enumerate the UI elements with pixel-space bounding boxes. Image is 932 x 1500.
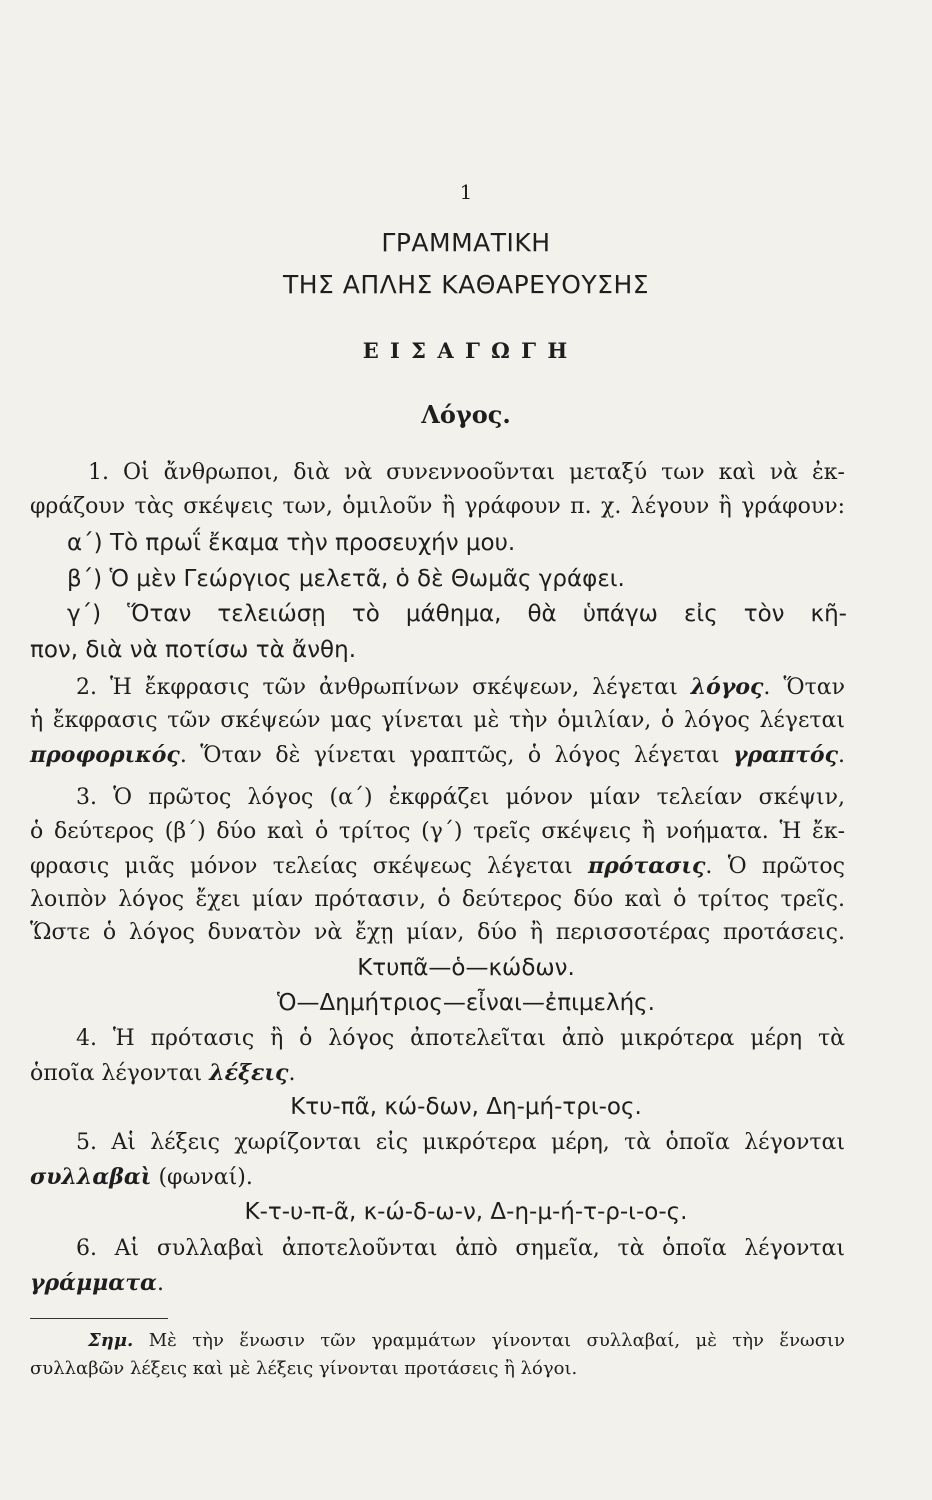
footnote-rule	[30, 1318, 168, 1319]
term-graptos: γραπτός	[732, 742, 838, 768]
example-b: β΄) Ὁ μὲν Γεώργιος μελετᾶ, ὁ δὲ Θωμᾶς γράφει.	[67, 566, 625, 592]
p4-line-2: ὁποῖα λέγονται λέξεις.	[30, 1060, 296, 1086]
example-sentence-2: Ὁ—Δημήτριος—εἶναι—ἐπιμελής.	[277, 990, 655, 1016]
example-c-line-1: γ΄) Ὅταν τελειώσῃ τὸ μάθημα, θὰ ὑπάγω εἰς τὸν κῆ-	[67, 601, 847, 627]
term-grammata: γράμματα	[30, 1270, 157, 1296]
term-syllabai: συλλαβαὶ	[30, 1164, 152, 1190]
example-c-line-2: πον, διὰ νὰ ποτίσω τὰ ἄνθη.	[30, 637, 357, 663]
p3-line-2: ὁ δεύτερος (β΄) δύο καὶ ὁ τρίτος (γ΄) τρεῖς σκέψεις ἢ νοήματα. Ἡ ἔκ-	[30, 819, 845, 844]
p1-line-1: 1. Οἱ ἄνθρωποι, διὰ νὰ συνεννοοῦνται μεταξύ των καὶ νὰ ἐκ-	[88, 460, 845, 485]
p2-line-3: προφορικός. Ὅταν δὲ γίνεται γραπτῶς, ὁ λόγος λέγεται γραπτός.	[30, 742, 845, 768]
term-proforikos: προφορικός	[30, 742, 180, 768]
title-line-1: ΓΡΑΜΜΑΤΙΚΗ	[381, 228, 551, 257]
section-heading: Ε Ι Σ Α Γ Ω Γ Η	[362, 338, 570, 363]
p3-line-3: φρασις μιᾶς μόνον τελείας σκέψεως λέγεται πρότασις. Ὁ πρῶτος	[30, 853, 845, 879]
p5-line-1: 5. Αἱ λέξεις χωρίζονται εἰς μικρότερα μέρη, τὰ ὁποῖα λέγονται	[76, 1130, 845, 1155]
example-sentence-1: Κτυπᾶ—ὁ—κώδων.	[357, 955, 575, 981]
p6-line-2: γράμματα.	[30, 1270, 164, 1296]
p4-line-1: 4. Ἡ πρότασις ἢ ὁ λόγος ἀποτελεῖται ἀπὸ μικρότερα μέρη τὰ	[76, 1026, 845, 1051]
p3-line-4: λοιπὸν λόγος ἔχει μίαν πρότασιν, ὁ δεύτερος δύο καὶ ὁ τρίτος τρεῖς.	[30, 887, 845, 912]
p3-line-1: 3. Ὁ πρῶτος λόγος (α΄) ἐκφράζει μόνον μίαν τελείαν σκέψιν,	[76, 785, 845, 810]
example-syllables: Κτυ-πᾶ, κώ-δων, Δη-μή-τρι-ος.	[290, 1094, 642, 1120]
term-protasis: πρότασις	[588, 853, 706, 879]
p3-line-5: Ὥστε ὁ λόγος δυνατὸν νὰ ἔχῃ μίαν, δύο ἢ περισσοτέρας προτάσεις.	[30, 920, 845, 945]
page-number: 1	[459, 180, 473, 204]
term-lexeis: λέξεις	[209, 1060, 289, 1086]
note-line-1: Σημ. Μὲ τὴν ἕνωσιν τῶν γραμμάτων γίνονται συλλαβαί, μὲ τὴν ἕνωσιν	[88, 1330, 845, 1351]
p1-line-2: φράζουν τὰς σκέψεις των, ὁμιλοῦν ἢ γράφουν π. χ. λέγουν ἢ γράφουν:	[30, 494, 845, 519]
p2-line-2: ἡ ἔκφρασις τῶν σκέψεών μας γίνεται μὲ τὴν ὁμιλίαν, ὁ λόγος λέγεται	[30, 708, 845, 733]
subsection-heading: Λόγος.	[421, 400, 511, 429]
term-logos: λόγος	[690, 674, 764, 700]
example-a: α΄) Τὸ πρωΐ ἔκαμα τὴν προσευχήν μου.	[67, 530, 516, 556]
p5-line-2: συλλαβαὶ (φωναί).	[30, 1164, 253, 1190]
note-label: Σημ.	[88, 1330, 134, 1351]
p2-line-1: 2. Ἡ ἔκφρασις τῶν ἀνθρωπίνων σκέψεων, λέγεται λόγος. Ὅταν	[76, 674, 846, 700]
note-line-2: συλλαβῶν λέξεις καὶ μὲ λέξεις γίνονται προτάσεις ἢ λόγοι.	[30, 1358, 578, 1379]
example-letters: Κ-τ-υ-π-ᾶ, κ-ώ-δ-ω-ν, Δ-η-μ-ή-τ-ρ-ι-ο-ς.	[244, 1199, 688, 1225]
p6-line-1: 6. Αἱ συλλαβαὶ ἀποτελοῦνται ἀπὸ σημεῖα, τὰ ὁποῖα λέγονται	[76, 1236, 845, 1261]
title-line-2: ΤΗΣ ΑΠΛΗΣ ΚΑΘΑΡΕΥΟΥΣΗΣ	[282, 270, 650, 299]
